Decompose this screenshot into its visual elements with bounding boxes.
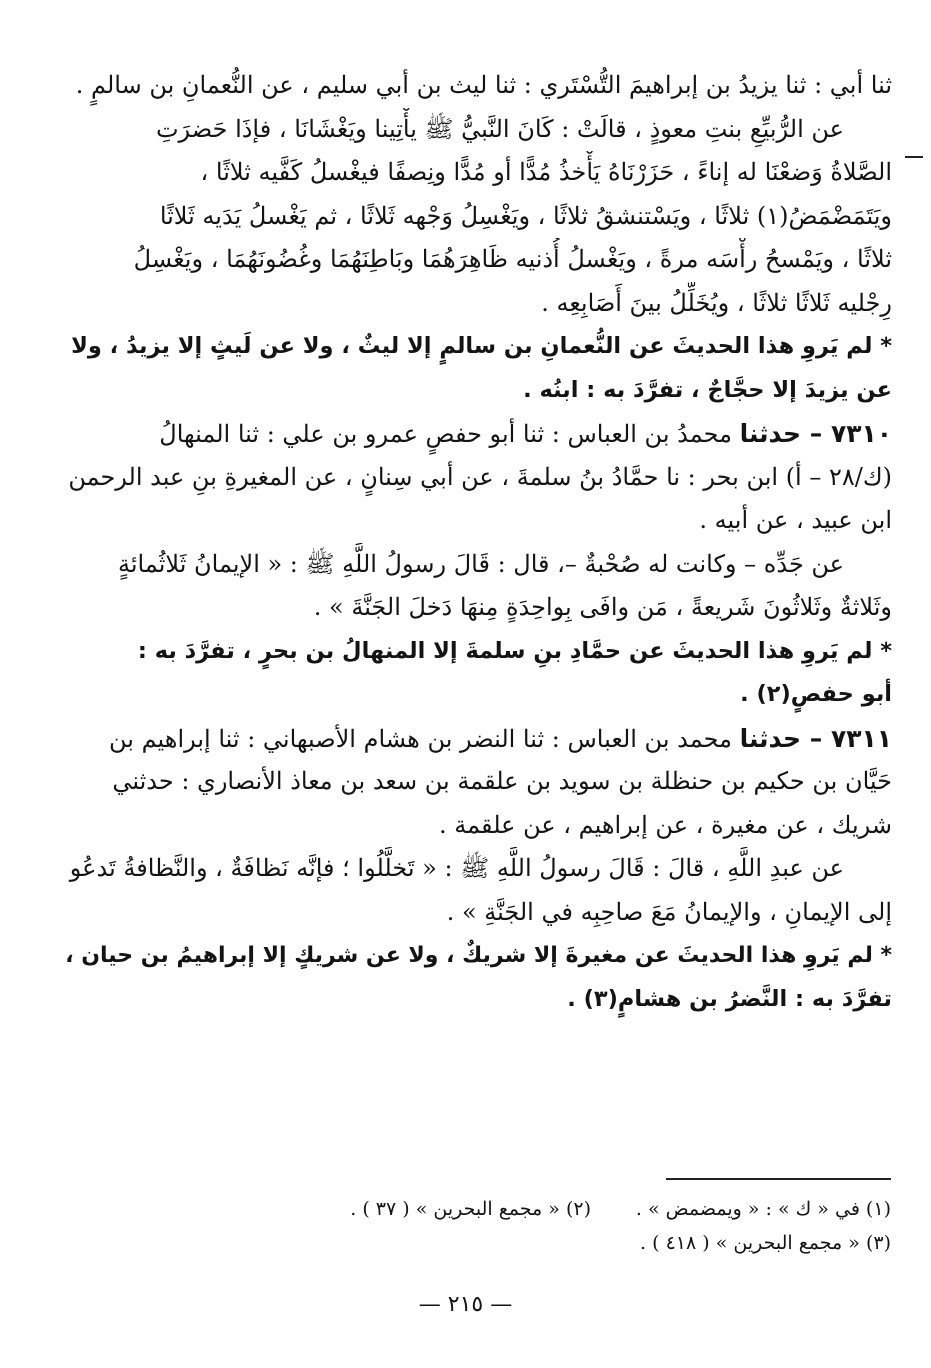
footnote-2: (٢) « مجمع البحرين » ( ٣٧ ) .	[350, 1198, 591, 1220]
commentary-paragraph	[60, 934, 892, 1021]
isnad-text: محمد بن العباس : ثنا النضر بن هشام الأصبهاني : ثنا إبراهيم بن	[109, 724, 740, 753]
text-line: إلى الإيمانِ ، والإيمانُ مَعَ صاحِبِه في الجَنَّةِ » .	[446, 897, 892, 926]
text-line: وثَلاثةٌ وثَلاثُونَ شَريعةً ، مَن وافَى بِواحِدَةٍ مِنهَا دَخلَ الجَنَّةَ » .	[313, 593, 892, 621]
text-line: ثلاثًا ، ويَمْسحُ رأْسَه مرةً ، ويَغْسلُ أُذنيه ظَاهِرَهُمَا وبَاطِنَهُمَا وغُضُونَهُمَا ، ويَغْسِلُ	[133, 245, 892, 273]
text-line: عن الرُّبيِّعِ بنتِ معوذٍ ، قالَتْ : كَانَ النَّبيُّ ﷺ يأْتِينا ويَغْشَانَا ، فإذَا حَضرَتِ	[155, 114, 844, 143]
text-line: رِجْليه ثَلاثًا ثلاثًا ، ويُخَلِّلُ بينَ أَصَابِعِه .	[541, 288, 892, 317]
text-line	[60, 717, 892, 761]
hadith-number: ٧٣١١	[830, 723, 892, 753]
hadith-dash: –	[801, 723, 831, 753]
text-line: عن جَدِّه – وكانت له صُحْبةٌ –، قال : قَالَ رسولُ اللَّهِ ﷺ : « الإيمانُ ثَلاثُمائةٍ	[117, 549, 844, 578]
text-line: * لم يَروِ هذا الحديثَ عن النُّعمانِ بن سالمٍ إلا ليثٌ ، ولا عن لَيثٍ إلا يزيدُ ، ولا	[71, 333, 892, 359]
page-body	[60, 64, 892, 1021]
text-line: * لم يَروِ هذا الحديثَ عن حمَّادِ بنِ سلمةَ إلا المنهالُ بن بحرٍ ، تفرَّدَ به :	[137, 637, 892, 664]
text-line: أبو حفصٍ(٢) .	[740, 681, 892, 707]
footnote-row	[130, 1226, 891, 1260]
footnote-separator	[666, 1178, 891, 1180]
text-paragraph	[60, 847, 892, 934]
text-line: عن يزيدَ إلا حجَّاجٌ ، تفرَّدَ به : ابنُه .	[523, 376, 892, 403]
text-line	[60, 412, 892, 456]
footnote-row	[130, 1192, 891, 1226]
text-line: الصَّلاةُ وَضعْنَا له إناءً ، حَزَرْنَاهُ يَأْخذُ مُدًّا أو مُدًّا ونِصفًا فيغْسلُ كَفَّيه ثلاثًا ،	[200, 158, 892, 186]
text-line: ويَتَمَضْمَضُ(١) ثلاثًا ، ويَسْتنشقُ ثلاثًا ، ويَغْسِلُ وَجْهه ثَلاثًا ، ثم يَغْسلُ يَدَيه ثَلاثًا	[159, 201, 892, 230]
hadith-heading-word: حدثنا	[739, 419, 802, 448]
text-line: تفرَّدَ به : النَّضرُ بن هشامٍ(٣) .	[567, 985, 892, 1012]
text-line: عن عبدِ اللَّهِ ، قالَ : قَالَ رسولُ اللَّهِ ﷺ : « تَخلَّلُوا ؛ فإنَّه نَظافَةٌ ، والنَّظافةُ تَدعُو	[69, 854, 844, 882]
footnotes	[130, 1192, 891, 1260]
text-line: * لم يَروِ هذا الحديثَ عن مغيرةَ إلا شريكٌ ، ولا عن شريكٍ إلا إبراهيمُ بن حيان ،	[65, 943, 892, 968]
text-line: ثنا أبي : ثنا يزيدُ بن إبراهيمَ التُّسْتَري : ثنا ليث بن أبي سليم ، عن النُّعمانِ بن سالمٍ .	[75, 71, 892, 99]
text-line: شريك ، عن مغيرة ، عن إبراهيم ، عن علقمة .	[439, 810, 892, 839]
page-number: — ٢١٥ —	[418, 1292, 513, 1317]
hadith-heading-paragraph	[60, 412, 892, 543]
text-line: ابن عبيد ، عن أبيه .	[699, 506, 892, 534]
hadith-number: ٧٣١٠	[830, 419, 892, 448]
hadith-heading-paragraph	[60, 717, 892, 848]
text-paragraph	[60, 543, 892, 630]
commentary-paragraph	[60, 325, 892, 412]
text-line: حَيَّان بن حكيم بن حنظلة بن سويد بن علقمة بن سعد بن معاذ الأنصاري : حدثني	[112, 767, 892, 795]
isnad-text: محمدُ بن العباس : ثنا أبو حفصٍ عمرو بن علي : ثنا المنهالُ	[159, 420, 740, 448]
text-paragraph	[60, 64, 892, 108]
commentary-paragraph	[60, 630, 892, 717]
footnote-1: (١) في « ك » : « ويمضمض » .	[635, 1198, 891, 1220]
text-paragraph	[60, 108, 892, 326]
hadith-heading-word: حدثنا	[739, 723, 802, 753]
footnote-3: (٣) « مجمع البحرين » ( ٤١٨ ) .	[640, 1232, 891, 1254]
margin-mark	[905, 156, 923, 158]
hadith-dash: –	[801, 419, 831, 448]
text-line: (ك/٢٨ – أ) ابن بحر : نا حمَّادُ بنُ سلمةَ ، عن أبي سِنانٍ ، عن المغيرةِ بنِ عبد الرحمن	[68, 462, 892, 491]
